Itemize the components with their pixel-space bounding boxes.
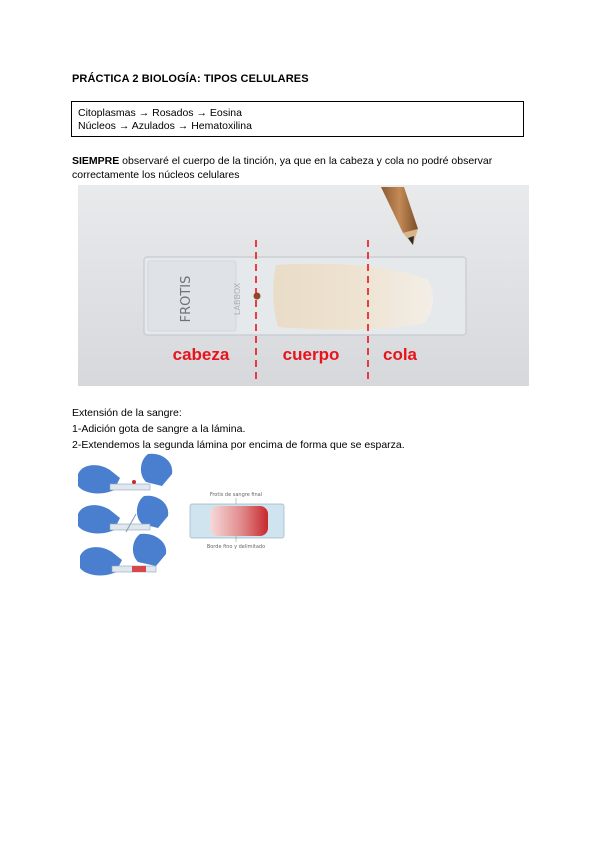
slide-brand-mark: LABBOX (233, 282, 242, 316)
blood-smear-photo (78, 185, 529, 386)
step-3-hands (80, 534, 166, 576)
nuclei-line: Núcleos → Azulados → Hematoxilina (78, 120, 252, 132)
observation-note (72, 154, 532, 182)
thin-edge-label: Borde fino y delimitado (206, 544, 266, 550)
extension-step-2: 2-Extendemos la segunda lámina por encima de forma que se esparza. (72, 439, 405, 451)
smear-technique-diagram (76, 452, 291, 584)
final-smear-illustration (190, 492, 284, 550)
label-cola: cola (382, 345, 418, 364)
slide-handwriting: FROTIS (179, 275, 194, 323)
step-1-hands (78, 454, 172, 494)
blood-extension-section (72, 405, 532, 453)
label-cuerpo: cuerpo (282, 345, 340, 364)
extension-step-1: 1-Adición gota de sangre a la lámina. (72, 423, 246, 435)
staining-summary-box (71, 101, 524, 137)
note-text: observaré el cuerpo de la tinción, ya que en la cabeza y cola no podré observar correctamente los núcleos celulares (72, 155, 493, 181)
extension-heading: Extensión de la sangre: (72, 407, 182, 419)
page-title: PRÁCTICA 2 BIOLOGÍA: TIPOS CELULARES (72, 73, 309, 85)
note-emphasis: SIEMPRE (72, 155, 120, 167)
cytoplasm-line: Citoplasmas → Rosados → Eosina (78, 107, 242, 119)
step-2-hands (78, 496, 168, 534)
label-cabeza: cabeza (172, 345, 230, 364)
blood-drop (254, 293, 261, 300)
final-smear-label: Frotis de sangre final (209, 492, 263, 498)
